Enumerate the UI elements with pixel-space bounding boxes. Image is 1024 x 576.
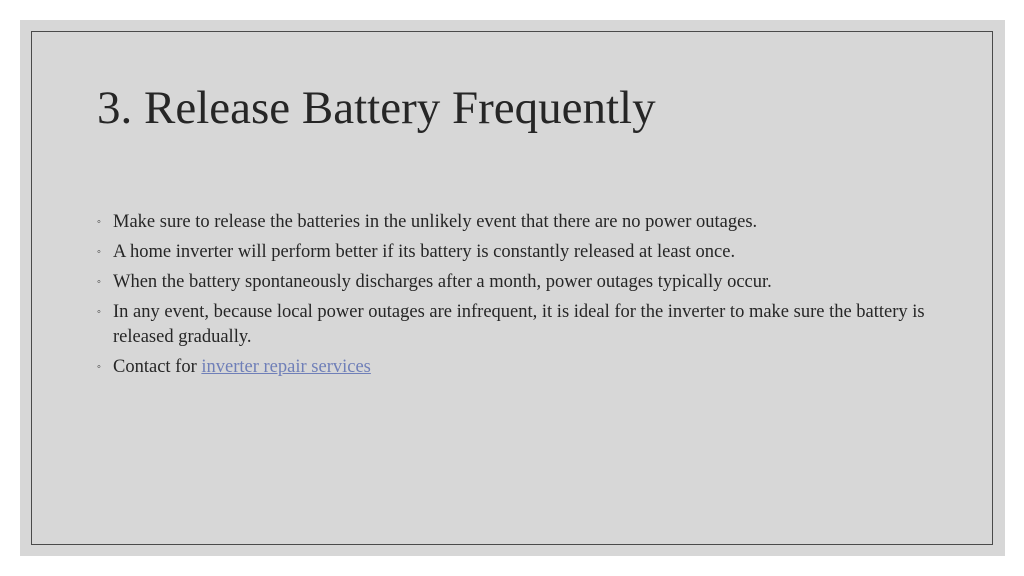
inverter-repair-services-link[interactable]: inverter repair services xyxy=(201,357,371,377)
bullet-text: A home inverter will perform better if its battery is constantly released at least once. xyxy=(113,242,736,262)
bullet-item xyxy=(97,270,927,295)
bullet-text: Make sure to release the batteries in the unlikely event that there are no power outages. xyxy=(113,212,758,232)
bullet-list xyxy=(97,210,927,385)
bullet-item xyxy=(97,240,927,265)
bullet-text: When the battery spontaneously discharges after a month, power outages typically occur. xyxy=(113,272,772,292)
bullet-circle-icon: ◦ xyxy=(97,246,101,258)
bullet-circle-icon: ◦ xyxy=(97,216,101,228)
bullet-item xyxy=(97,300,927,350)
bullet-item xyxy=(97,210,927,235)
bullet-text: In any event, because local power outages are infrequent, it is ideal for the inverter to make sure the battery is released gradually. xyxy=(113,302,925,347)
slide xyxy=(20,20,1005,556)
bullet-circle-icon: ◦ xyxy=(97,361,101,373)
contact-prefix: Contact for xyxy=(113,357,202,377)
bullet-circle-icon: ◦ xyxy=(97,276,101,288)
bullet-item-contact xyxy=(97,355,927,380)
bullet-circle-icon: ◦ xyxy=(97,306,101,318)
slide-title: 3. Release Battery Frequently xyxy=(97,82,656,134)
